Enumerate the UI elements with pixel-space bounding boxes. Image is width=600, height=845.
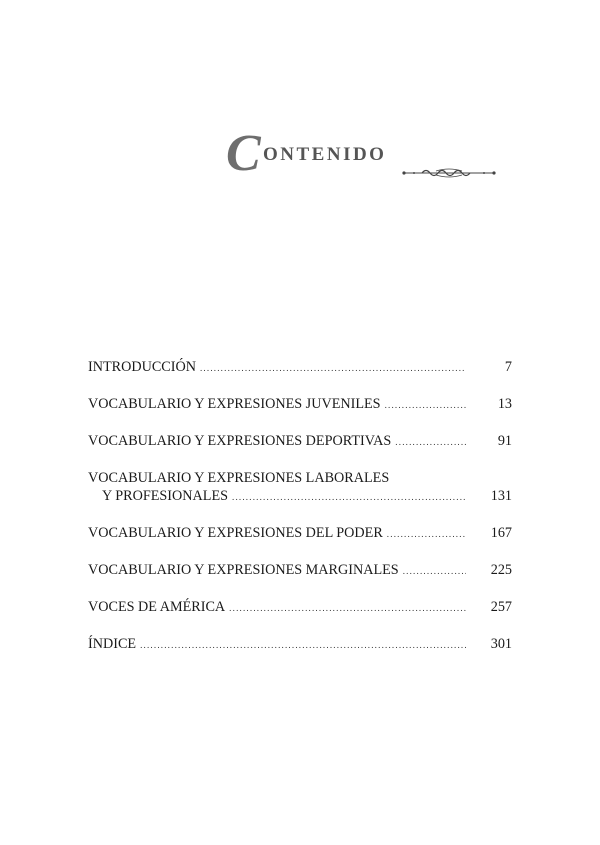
toc-entry-title: VOCES DE AMÉRICA	[88, 599, 226, 615]
toc-entry-title: VOCABULARIO Y EXPRESIONES JUVENILES	[88, 396, 381, 412]
toc-line	[88, 561, 512, 580]
page-title	[226, 125, 506, 184]
dot-leader	[387, 525, 466, 543]
toc-line	[88, 524, 512, 543]
title-initial-letter: C	[226, 125, 261, 182]
toc-entry-title: ÍNDICE	[88, 636, 137, 652]
toc-line	[88, 635, 512, 654]
toc-entry[interactable]	[88, 561, 512, 580]
toc-entry[interactable]	[88, 358, 512, 377]
toc-entry[interactable]	[88, 524, 512, 543]
toc-line	[88, 469, 512, 487]
title-text: ONTENIDO	[263, 144, 387, 165]
ornament-flourish-icon	[402, 168, 496, 178]
toc-entry[interactable]	[88, 635, 512, 654]
toc-page-number: 301	[490, 636, 512, 652]
toc-line	[88, 358, 512, 377]
toc-page-number: 13	[497, 396, 512, 412]
toc-line	[88, 487, 512, 506]
toc-page-number: 257	[490, 599, 512, 615]
toc-entry[interactable]	[88, 598, 512, 617]
dot-leader	[229, 599, 466, 617]
dot-leader	[395, 433, 466, 451]
toc-entry[interactable]	[88, 469, 512, 506]
toc-line	[88, 432, 512, 451]
toc-page-number: 167	[490, 525, 512, 541]
toc-page-number: 7	[504, 359, 512, 375]
toc-line	[88, 598, 512, 617]
dot-leader	[403, 562, 466, 580]
dot-leader	[200, 359, 466, 377]
toc-entry[interactable]	[88, 432, 512, 451]
toc-entry-title: INTRODUCCIÓN	[88, 359, 196, 375]
toc-entry-title: VOCABULARIO Y EXPRESIONES DEL PODER	[88, 525, 383, 541]
dot-leader	[232, 488, 466, 506]
toc-page-number: 131	[490, 488, 512, 504]
dot-leader	[140, 636, 466, 654]
toc-entry-title: VOCABULARIO Y EXPRESIONES MARGINALES	[88, 562, 399, 578]
toc-entry-title: VOCABULARIO Y EXPRESIONES LABORALES	[88, 470, 390, 486]
dot-leader	[385, 396, 466, 414]
toc-page-number: 91	[497, 433, 512, 449]
toc-line	[88, 395, 512, 414]
toc-entry[interactable]	[88, 395, 512, 414]
toc-entry-title: VOCABULARIO Y EXPRESIONES DEPORTIVAS	[88, 433, 392, 449]
toc-entry-title: Y PROFESIONALES	[102, 488, 228, 504]
table-of-contents	[88, 358, 512, 672]
toc-page-number: 225	[490, 562, 512, 578]
